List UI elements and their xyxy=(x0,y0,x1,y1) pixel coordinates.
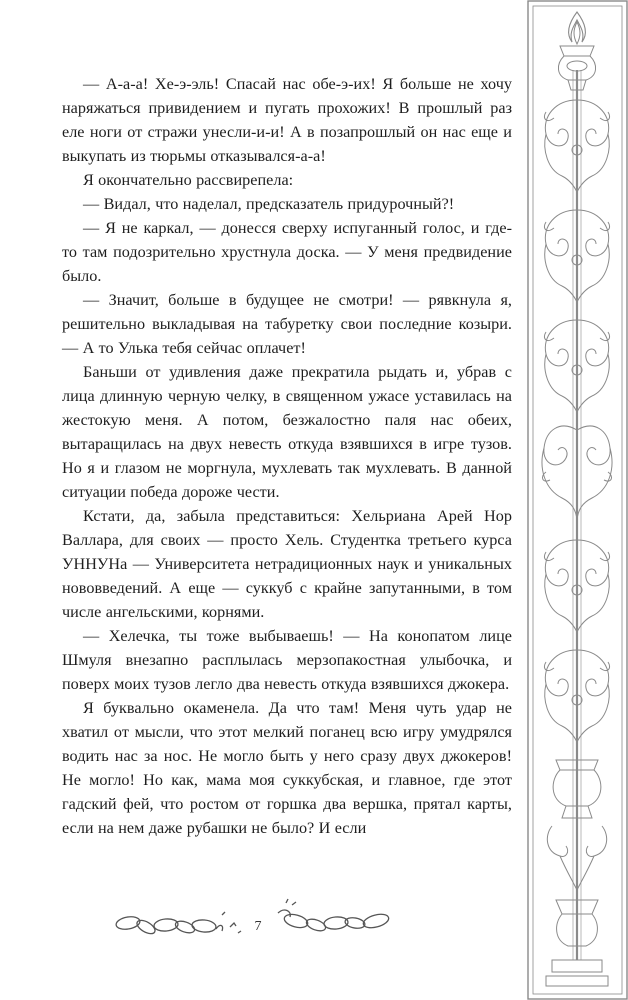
paragraph: — Значит, больше в будущее не смотри! — рявкнула я, решительно выкладывая на табуретку свои последние козыри. — А то Улька тебя сейчас оплачет! xyxy=(62,291,512,357)
page-text xyxy=(62,72,512,840)
paragraph: Я окончательно рассвирепела: xyxy=(83,171,294,189)
paragraph: Я буквально окаменела. Да что там! Меня чуть удар не хватил от мысли, что этот мелкий поганец всю игру умудрялся водить нас за нос. Не могло быть у него сразу двух джокеров! Не могло! Но как, мама моя суккубская, и главное, где этот гадский фей, что ростом от горшка два вершка, прятал карты, если на нем даже рубашки не было? И если xyxy=(62,699,512,837)
page-number: 7 xyxy=(254,919,262,934)
paragraph: Баньши от удивления даже прекратила рыдать и, убрав с лица длинную черную челку, в священном ужасе уставилась на жестокую меня. А потом, безжалостно паля нас обеих, вытаращилась на двух невесть откуда взявшихся в игре тузов. Но я и глазом не моргнула, мухлевать так мухлевать. В данной ситуации победа дороже чести. xyxy=(62,363,512,501)
paragraph: — Видал, что наделал, предсказатель придурочный?! xyxy=(83,195,455,213)
paragraph: — А-а-а! Хе-э-эль! Спасай нас обе-э-их! Я больше не хочу наряжаться привидением и пугать прохожих! В прошлый раз еле ноги от стражи унесли-и-и! А в позапрошлый он нас еще и выкупать из тюрьмы отказывался-а-а! xyxy=(62,75,512,165)
paragraph: — Я не каркал, — донесся сверху испуганный голос, и где-то там подозрительно хрустнула доска. — У меня предвидение было. xyxy=(62,219,512,285)
ornamental-border-icon xyxy=(516,0,628,1000)
paragraph: Кстати, да, забыла представиться: Хельриана Арей Нор Валлара, для своих — просто Хель. Студентка третьего курса УННУНа — Университета нетрадиционных наук и уникальных нововведений. А еще — суккуб с крайне запутанными, в том числе ангельскими, корнями. xyxy=(62,507,512,621)
paragraph: — Хелечка, ты тоже выбываешь! — На конопатом лице Шмуля внезапно расплылась мерзопакостная улыбочка, и поверх моих тузов легло два невесть откуда взявшихся джокера. xyxy=(62,627,512,693)
